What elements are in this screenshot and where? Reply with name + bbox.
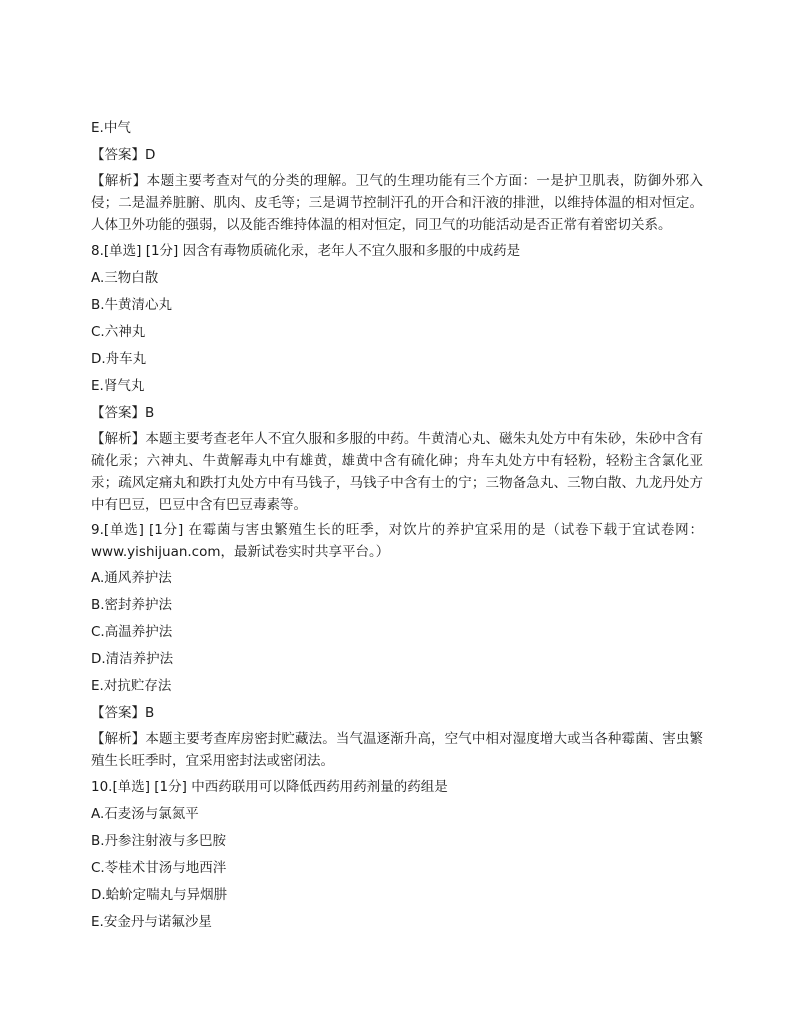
q10-option-c: C.苓桂术甘汤与地西泮 xyxy=(91,860,227,876)
q7-answer: 【答案】D xyxy=(91,147,156,163)
q8-option-a: A.三物白散 xyxy=(91,270,159,286)
q9-stem: 9.[单选] [1分] 在霉菌与害虫繁殖生长的旺季，对饮片的养护宜采用的是（试卷下载于宜试卷网：www.yishijuan.com，最新试卷实时共享平台。） xyxy=(91,522,703,560)
q8-answer: 【答案】B xyxy=(91,405,155,421)
q9-option-d: D.清洁养护法 xyxy=(91,651,174,667)
q7-analysis: 【解析】本题主要考查对气的分类的理解。卫气的生理功能有三个方面：一是护卫肌表，防御外邪入侵；二是温养脏腑、肌肉、皮毛等；三是调节控制汗孔的开合和汗液的排泄，以维持体温的相对恒定。人体卫外功能的强弱，以及能否维持体温的相对恒定，同卫气的功能活动是否正常有着密切关系。 xyxy=(91,173,703,233)
q9-answer: 【答案】B xyxy=(91,705,155,721)
q8-option-d: D.舟车丸 xyxy=(91,351,147,367)
q10-option-e: E.安金丹与诺氟沙星 xyxy=(91,914,212,930)
document-page xyxy=(91,116,703,937)
q8-analysis: 【解析】本题主要考查老年人不宜久服和多服的中药。牛黄清心丸、磁朱丸处方中有朱砂，朱砂中含有硫化汞；六神丸、牛黄解毒丸中有雄黄，雄黄中含有硫化砷；舟车丸处方中有轻粉，轻粉主含氯化亚汞；疏风定痛丸和跌打丸处方中有马钱子，马钱子中含有士的宁；三物备急丸、三物白散、九龙丹处方中有巴豆，巴豆中含有巴豆毒素等。 xyxy=(91,431,703,513)
q7-option-e: E.中气 xyxy=(91,120,131,136)
q10-option-d: D.蛤蚧定喘丸与异烟肼 xyxy=(91,887,228,903)
q9-option-a: A.通风养护法 xyxy=(91,570,172,586)
q10-stem: 10.[单选] [1分] 中西药联用可以降低西药用药剂量的药组是 xyxy=(91,779,448,795)
q9-analysis: 【解析】本题主要考查库房密封贮藏法。当气温逐渐升高，空气中相对湿度增大或当各种霉菌、害虫繁殖生长旺季时，宜采用密封法或密闭法。 xyxy=(91,731,703,769)
q9-option-e: E.对抗贮存法 xyxy=(91,678,172,694)
q8-option-b: B.牛黄清心丸 xyxy=(91,297,173,313)
q9-option-b: B.密封养护法 xyxy=(91,597,173,613)
q9-option-c: C.高温养护法 xyxy=(91,624,173,640)
q10-option-a: A.石麦汤与氯氮平 xyxy=(91,806,199,822)
q8-stem: 8.[单选] [1分] 因含有毒物质硫化汞，老年人不宜久服和多服的中成药是 xyxy=(91,243,521,259)
q8-option-c: C.六神丸 xyxy=(91,324,146,340)
q10-option-b: B.丹参注射液与多巴胺 xyxy=(91,833,227,849)
q8-option-e: E.肾气丸 xyxy=(91,378,145,394)
